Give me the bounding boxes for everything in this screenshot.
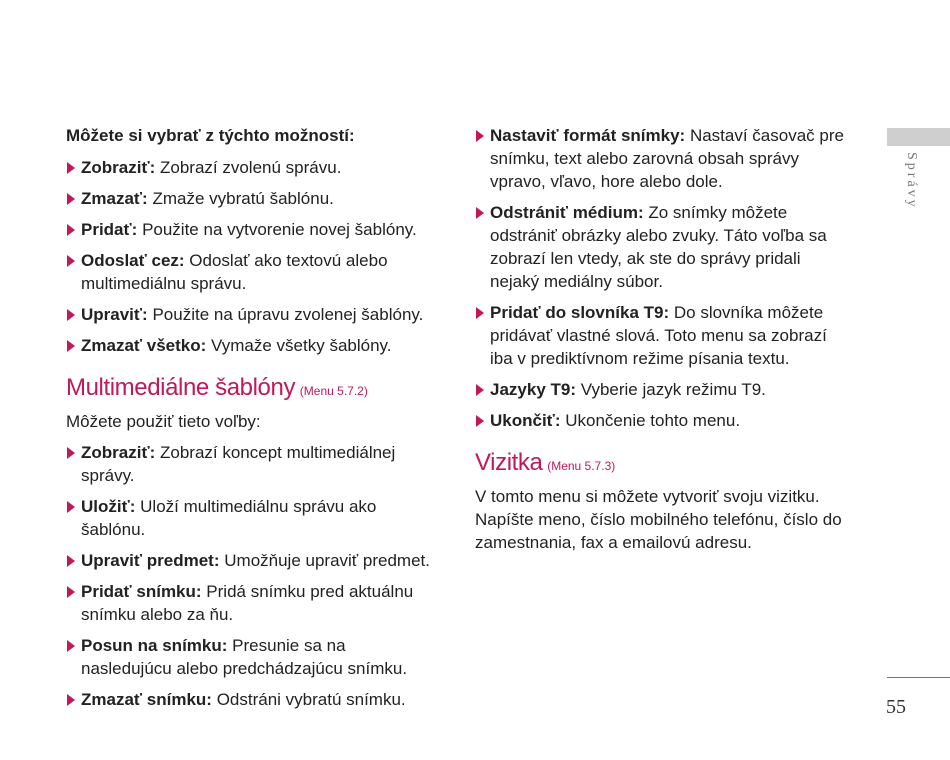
chapter-side-label: Správy: [904, 152, 919, 210]
item-desc: Presunie sa na nasledujúcu alebo predchádzajúcu snímku.: [81, 636, 408, 678]
item-term: Zmazať snímku:: [81, 690, 212, 709]
bullet-icon: [476, 207, 484, 219]
item-desc: Zmaže vybratú šablónu.: [152, 189, 334, 208]
item-desc: Pridá snímku pred aktuálnu snímku alebo za ňu.: [81, 582, 414, 624]
list-item: [475, 201, 847, 293]
bullet-icon: [67, 309, 75, 321]
list-item: [475, 378, 847, 401]
page-number: 55: [886, 696, 906, 718]
bullet-icon: [67, 162, 75, 174]
item-desc: Do slovníka môžete pridávať vlastné slová. Toto menu sa zobrazí iba v prediktívnom režime písania textu.: [490, 303, 827, 368]
bullet-icon: [476, 384, 484, 396]
list-item: [66, 249, 438, 295]
item-desc: Použite na úpravu zvolenej šablóny.: [152, 305, 424, 324]
bullet-icon: [67, 255, 75, 267]
item-term: Odstrániť médium:: [490, 203, 644, 222]
template-options-list: [66, 156, 438, 357]
section-body: V tomto menu si môžete vytvoriť svoju vizitku. Napíšte meno, číslo mobilného telefónu, číslo do zamestnania, fax a emailovú adresu.: [475, 487, 842, 552]
list-item: [66, 634, 438, 680]
multimedia-options-list: [66, 441, 438, 711]
item-desc: Umožňuje upraviť predmet.: [224, 551, 430, 570]
bullet-icon: [476, 307, 484, 319]
bullet-icon: [476, 415, 484, 427]
list-item: [66, 303, 438, 326]
item-term: Jazyky T9:: [490, 380, 576, 399]
bullet-icon: [67, 501, 75, 513]
item-desc: Zobrazí zvolenú správu.: [160, 158, 342, 177]
item-term: Pridať:: [81, 220, 138, 239]
list-item: [66, 580, 438, 626]
item-desc: Použite na vytvorenie novej šablóny.: [142, 220, 417, 239]
list-item: [475, 301, 847, 370]
item-term: Zobraziť:: [81, 443, 156, 462]
menu-reference: (Menu 5.7.2): [299, 384, 368, 398]
item-desc: Vymaže všetky šablóny.: [211, 336, 392, 355]
bullet-icon: [476, 130, 484, 142]
section-intro: Môžete použiť tieto voľby:: [66, 412, 261, 431]
item-term: Uložiť:: [81, 497, 136, 516]
list-item: [66, 218, 438, 241]
slide-options-list: [475, 124, 847, 432]
list-item: [475, 124, 847, 193]
footer-rule: [887, 677, 950, 678]
list-item: [475, 409, 847, 432]
list-item: [66, 688, 438, 711]
bullet-icon: [67, 193, 75, 205]
item-term: Upraviť predmet:: [81, 551, 220, 570]
bullet-icon: [67, 586, 75, 598]
item-desc: Nastaví časovač pre snímku, text alebo zarovná obsah správy vpravo, vľavo, hore alebo dole.: [490, 126, 844, 191]
item-term: Odoslať cez:: [81, 251, 185, 270]
section-heading-multimedia-templates: [66, 373, 438, 406]
item-desc: Ukončenie tohto menu.: [565, 411, 741, 430]
right-column: [475, 124, 847, 562]
list-item: [66, 334, 438, 357]
item-desc: Uloží multimediálnu správu ako šablónu.: [81, 497, 377, 539]
item-term: Zmazať:: [81, 189, 148, 208]
list-item: [66, 156, 438, 179]
options-intro: Môžete si vybrať z týchto možností:: [66, 126, 355, 145]
bullet-icon: [67, 340, 75, 352]
list-item: [66, 187, 438, 210]
item-term: Upraviť:: [81, 305, 148, 324]
bullet-icon: [67, 555, 75, 567]
item-term: Pridať do slovníka T9:: [490, 303, 670, 322]
item-desc: Vyberie jazyk režimu T9.: [580, 380, 766, 399]
menu-reference: (Menu 5.7.3): [547, 459, 616, 473]
item-desc: Odstráni vybratú snímku.: [216, 690, 406, 709]
item-term: Pridať snímku:: [81, 582, 202, 601]
list-item: [66, 495, 438, 541]
item-desc: Zobrazí koncept multimediálnej správy.: [81, 443, 396, 485]
item-term: Nastaviť formát snímky:: [490, 126, 686, 145]
bullet-icon: [67, 694, 75, 706]
chapter-tab: [887, 128, 950, 146]
section-title: Vizitka: [475, 449, 543, 476]
item-term: Zmazať všetko:: [81, 336, 207, 355]
item-desc: Odoslať ako textovú alebo multimediálnu správu.: [81, 251, 388, 293]
bullet-icon: [67, 640, 75, 652]
item-term: Posun na snímku:: [81, 636, 228, 655]
item-term: Ukončiť:: [490, 411, 561, 430]
bullet-icon: [67, 224, 75, 236]
bullet-icon: [67, 447, 75, 459]
left-column: [66, 124, 438, 719]
item-desc: Zo snímky môžete odstrániť obrázky alebo zvuky. Táto voľba sa zobrazí len vtedy, ak ste do správy pridali nejaký mediálny súbor.: [490, 203, 827, 291]
list-item: [66, 441, 438, 487]
item-term: Zobraziť:: [81, 158, 156, 177]
section-heading-business-card: [475, 448, 847, 481]
section-title: Multimediálne šablóny: [66, 374, 296, 401]
list-item: [66, 549, 438, 572]
